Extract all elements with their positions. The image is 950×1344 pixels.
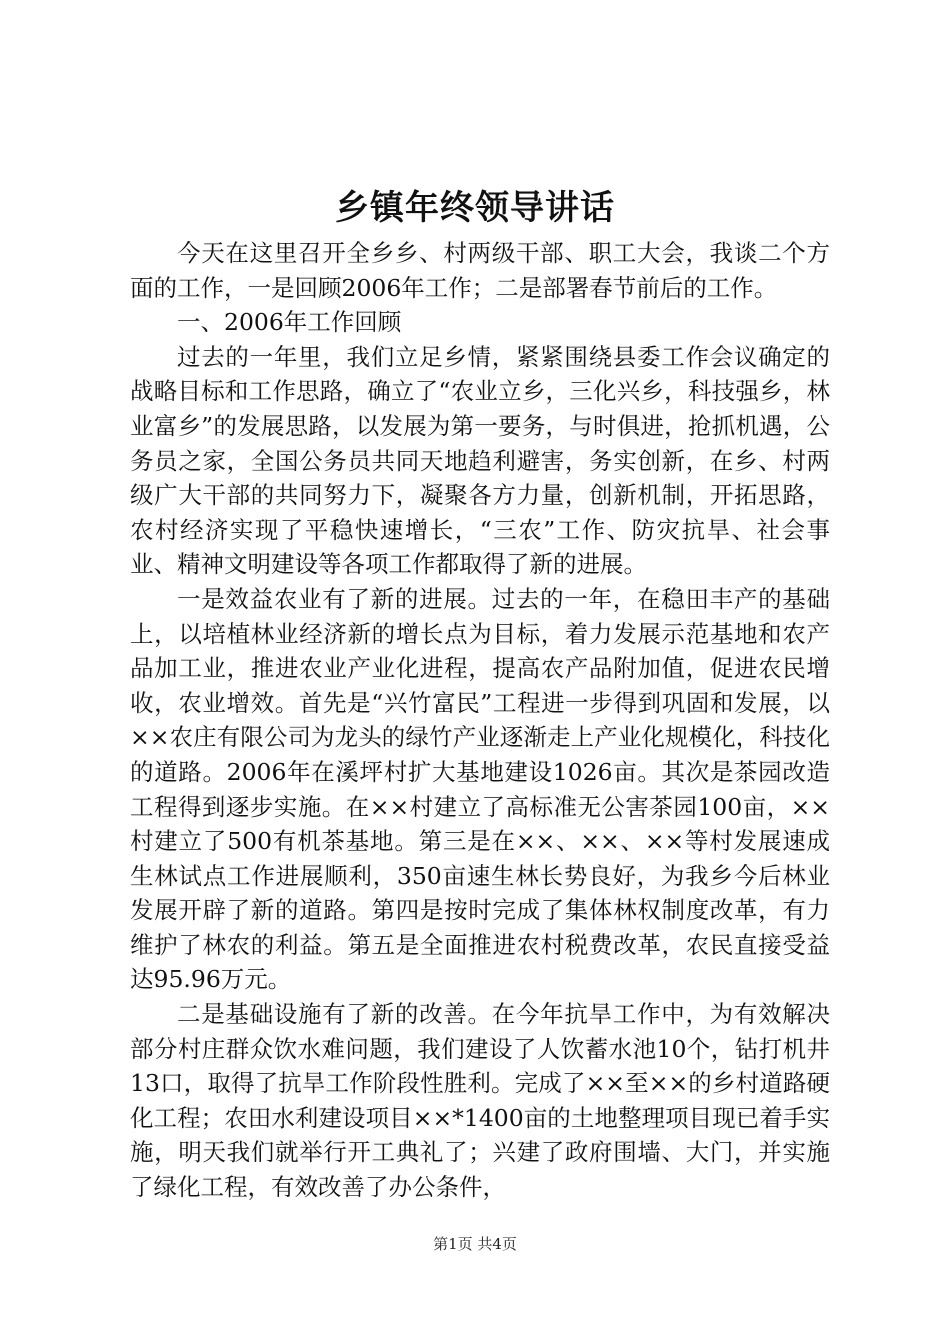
page-number: 第1页 共4页 [433,1235,517,1253]
paragraph-agriculture: 一是效益农业有了新的进展。过去的一年，在稳田丰产的基础上，以培植林业经济新的增长点为目标，着力发展示范基地和农产品加工业，推进农业产业化进程，提高农产品附加值，促进农民增收，农业增效。首先是“兴竹富民”工程进一步得到巩固和发展，以××农庄有限公司为龙头的绿竹产业逐渐走上产业化规模化，科技化的道路。2006年在溪坪村扩大基地建设1026亩。其次是茶园改造工程得到逐步实施。在××村建立了高标准无公害茶园100亩，××村建立了500有机茶基地。第三是在××、××、××等村发展速成生林试点工作进展顺利，350亩速生林长势良好，为我乡今后林业发展开辟了新的道路。第四是按时完成了集体林权制度改革，有力维护了林农的利益。第五是全面推进农村税费改革，农民直接受益达95.96万元。 [130,584,830,994]
paragraph-intro: 今天在这里召开全乡乡、村两级干部、职工大会，我谈二个方面的工作，一是回顾2006年工作；二是部署春节前后的工作。 [130,239,830,302]
paragraph-review: 过去的一年里，我们立足乡情，紧紧围绕县委工作会议确定的战略目标和工作思路，确立了“农业立乡，三化兴乡，科技强乡，林业富乡”的发展思路，以发展为第一要务，与时俱进，抢抓机遇，公务员之家，全国公务员共同天地趋利避害，务实创新，在乡、村两级广大干部的共同努力下，凝聚各方力量，创新机制，开拓思路，农村经济实现了平稳快速增长，“三农”工作、防灾抗旱、社会事业、精神文明建设等各项工作都取得了新的进展。 [130,342,830,579]
document-body [130,236,830,1205]
paragraph-infrastructure: 二是基础设施有了新的改善。在今年抗旱工作中，为有效解决部分村庄群众饮水难问题，我们建设了人饮蓄水池10个，钻打机井13口，取得了抗旱工作阶段性胜利。完成了××至××的乡村道路硬化工程；农田水利建设项目××*1400亩的土地整理项目现已着手实施，明天我们就举行开工典礼了；兴建了政府围墙、大门，并实施了绿化工程，有效改善了办公条件， [130,1000,830,1202]
section-heading: 一、2006年工作回顾 [177,308,402,337]
document-title: 乡镇年终领导讲话 [335,188,615,228]
